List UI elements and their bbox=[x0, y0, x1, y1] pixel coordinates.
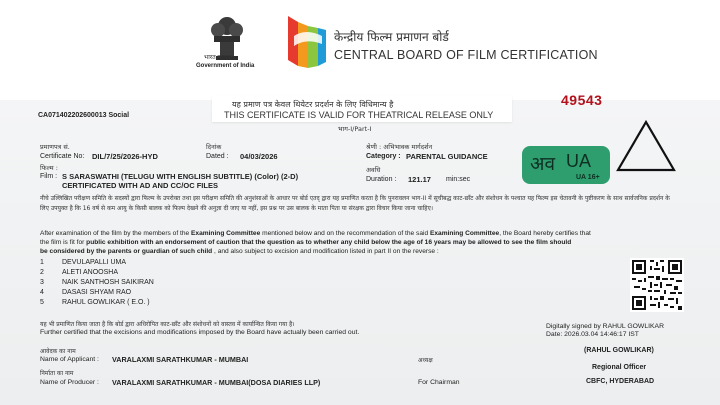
applicant-value: VARALAXMI SARATHKUMAR - MUMBAI bbox=[112, 355, 249, 364]
serial-number: 49543 bbox=[561, 92, 603, 108]
date-label-hindi: दिनांक bbox=[206, 143, 222, 151]
member-name: DEVULAPALLI UMA bbox=[62, 259, 127, 266]
emblem-caption-hindi: भारत सरकार bbox=[204, 54, 233, 61]
category-label: Category : bbox=[366, 153, 401, 160]
duration-label: Duration : bbox=[366, 176, 397, 183]
rating-badge-hindi: अव bbox=[530, 153, 556, 175]
text-segment-bold: public exhibition with an endorsement of caution that the question as to whether any child below the age of 16 years may be allowed to see the film should bbox=[86, 239, 572, 246]
validity-line: THIS CERTIFICATE IS VALID FOR THEATRICAL RELEASE ONLY bbox=[224, 110, 494, 120]
certification-text-line1 bbox=[40, 230, 591, 237]
signatory-office: CBFC, HYDERABAD bbox=[586, 378, 655, 385]
film-label: Film : bbox=[40, 173, 58, 180]
member-number: 1 bbox=[40, 259, 44, 266]
producer-value: VARALAXMI SARATHKUMAR - MUMBAI(DOSA DIARIES LLP) bbox=[112, 378, 321, 387]
member-number: 3 bbox=[40, 279, 44, 286]
certification-text-hindi: नीचे उल्लिखित परीक्षण समिति के सदस्यों द्वारा फिल्म के उपरोक्त तथा इस परीक्षण समिति की अनुशंसाओं के आधार पर बोर्ड एतद् द्वारा यह प्रमाणित करता है कि पुनरावलन भाग-II में सूचीबद्ध काट-छाँट और संशोधन के पश्चात यह फिल्म इस चेतावनी के पुष्टीकरण के साथ सार्वजनिक प्रदर्शन के लिए उपयुक्त है कि 16 वर्ष से कम आयु के किसी बालक को फिल्म देखने की अनुज्ञा दी जाए या नहीं, इस प्रश्न पर उस बालक के माता पिता या संरक्षक द्वारा विचार किया जाना चाहिए। bbox=[40, 195, 670, 212]
emblem-caption: Government of India bbox=[196, 63, 255, 69]
part-label: भाग-I/Part-I bbox=[338, 125, 372, 133]
applicant-label: Name of Applicant : bbox=[40, 356, 99, 363]
text-segment-bold: be considered by the parents or guardian of such child bbox=[40, 248, 213, 255]
board-name: CENTRAL BOARD OF FILM CERTIFICATION bbox=[334, 48, 598, 62]
text-segment-bold: Examining Committee bbox=[429, 230, 500, 237]
text-segment: After examination of the film by the members of the bbox=[40, 230, 191, 237]
triangle-mark-icon bbox=[614, 118, 678, 174]
duration-value: 121.17 bbox=[408, 175, 431, 184]
applicant-label-hindi: आवेदक का नाम bbox=[40, 348, 76, 355]
certification-text-line2 bbox=[40, 239, 571, 246]
validity-line-hindi: यह प्रमाण पत्र केवल थियेटर प्रदर्शन के लिए विधिमान्य है bbox=[232, 100, 394, 109]
member-name: ALETI ANOOSHA bbox=[62, 269, 119, 276]
member-name: DASASI SHYAM RAO bbox=[62, 289, 132, 296]
duration-label-hindi: अवधि bbox=[366, 166, 381, 174]
cert-no-label: Certificate No: bbox=[40, 153, 85, 160]
category-value: PARENTAL GUIDANCE bbox=[406, 152, 488, 161]
rating-badge-age: UA 16+ bbox=[576, 174, 600, 181]
board-name-hindi: केन्द्रीय फिल्म प्रमाणन बोर्ड bbox=[334, 30, 449, 44]
chairman-label-hindi: अध्यक्ष bbox=[418, 357, 433, 364]
rating-badge-code: UA bbox=[566, 151, 592, 171]
producer-label-hindi: निर्माता का नाम bbox=[40, 370, 74, 377]
category-label-hindi: श्रेणी : अभिभावक मार्गदर्शन bbox=[366, 143, 433, 151]
digital-signature-line1: Digitally signed by RAHUL GOWLIKAR bbox=[546, 323, 664, 330]
duration-unit: min:sec bbox=[446, 176, 471, 183]
text-segment-bold: Examining Committee bbox=[191, 230, 261, 237]
certification-text-line3 bbox=[40, 248, 439, 255]
text-segment: , the Board hereby certifies that bbox=[499, 230, 591, 237]
film-label-hindi: फिल्म : bbox=[40, 164, 58, 172]
date-value: 04/03/2026 bbox=[240, 152, 278, 161]
producer-label: Name of Producer : bbox=[40, 379, 99, 386]
further-certified-hindi: यह भी प्रमाणित किया जाता है कि बोर्ड द्वारा अधिरोपित काट-छाँट और संशोधनों को वास्तव में कार्यान्वित किया गया है। bbox=[40, 321, 295, 328]
cbfc-logo-icon bbox=[284, 12, 328, 70]
member-name: NAIK SANTHOSH SAIKIRAN bbox=[62, 279, 154, 286]
for-chairman: For Chairman bbox=[418, 379, 460, 386]
further-certified: Further certified that the excisions and modifications imposed by the Board have actually been carried out. bbox=[40, 329, 360, 336]
signatory-title: Regional Officer bbox=[592, 364, 647, 371]
text-segment: the film is fit for bbox=[40, 239, 87, 246]
text-segment: mentioned below and on the recommendation of the said bbox=[260, 230, 430, 237]
film-subtitle: CERTIFICATED WITH AD AND CC/OC FILES bbox=[62, 181, 218, 190]
cert-no-value: DIL/7/25/2026-HYD bbox=[92, 152, 158, 161]
member-number: 4 bbox=[40, 289, 44, 296]
member-number: 2 bbox=[40, 269, 44, 276]
date-label: Dated : bbox=[206, 153, 229, 160]
member-number: 5 bbox=[40, 299, 44, 306]
qr-code bbox=[630, 258, 684, 312]
film-title: S SARASWATHI (TELUGU WITH ENGLISH SUBTITLE) (Color) (2-D) bbox=[62, 172, 299, 181]
digital-signature-line2: Date: 2026.03.04 14:46:17 IST bbox=[546, 331, 639, 338]
member-name: RAHUL GOWLIKAR ( E.O. ) bbox=[62, 299, 150, 306]
cert-no-label-hindi: प्रमाणपत्र सं. bbox=[40, 143, 70, 151]
signatory-name: (RAHUL GOWLIKAR) bbox=[584, 347, 654, 354]
text-segment: , and also subject to excision and modification listed in part II on the reverse : bbox=[212, 248, 439, 255]
reference-code: CA071402202600013 Social bbox=[38, 112, 130, 119]
